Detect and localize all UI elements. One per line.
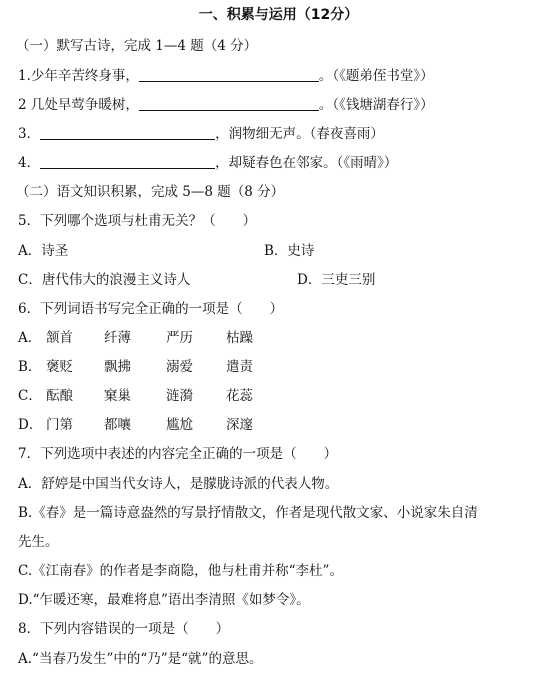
option-word: 严历 bbox=[166, 330, 193, 346]
question-8-stem: 8．下列内容错误的一项是（ ） bbox=[18, 621, 230, 637]
question-7-stem: 7．下列选项中表述的内容完全正确的一项是（ ） bbox=[18, 446, 338, 462]
option-word: 酝酿 bbox=[46, 388, 73, 404]
question-2 bbox=[18, 96, 557, 114]
question-4-number: 4． bbox=[18, 155, 41, 171]
option-word: 褒贬 bbox=[46, 359, 73, 375]
option-word: 门第 bbox=[46, 417, 73, 433]
question-8-option-a: A.“当春乃发生”中的“乃”是“就”的意思。 bbox=[18, 651, 263, 667]
question-2-blank bbox=[139, 96, 319, 111]
question-3-text: ，润物细无声。（春夜喜雨） bbox=[215, 126, 384, 142]
option-word: 枯躁 bbox=[226, 330, 253, 346]
option-label: C． bbox=[18, 388, 42, 404]
question-7-option-c: C.《江南春》的作者是李商隐，他与杜甫并称“李杜”。 bbox=[18, 563, 343, 579]
question-5-stem: 5．下列哪个选项与杜甫无关？（ ） bbox=[18, 213, 257, 229]
question-5-option-a: A．诗圣 bbox=[18, 243, 69, 259]
question-7-option-d: D.“乍暖还寒，最难将息”语出李清照《如梦令》。 bbox=[18, 592, 310, 608]
option-word: 纤薄 bbox=[104, 330, 131, 346]
section2-heading: （二）语文知识积累，完成 5—8 题（8 分） bbox=[16, 184, 285, 200]
question-5-option-c: C．唐代伟大的浪漫主义诗人 bbox=[18, 272, 191, 288]
question-4 bbox=[18, 154, 557, 172]
option-word: 都嚷 bbox=[104, 417, 131, 433]
section-title: 一、积累与运用（12分） bbox=[198, 7, 359, 23]
option-label: D． bbox=[18, 417, 43, 433]
option-word: 遣责 bbox=[226, 359, 253, 375]
question-3-blank bbox=[40, 125, 215, 140]
question-7-option-b: B.《春》是一篇诗意盎然的写景抒情散文，作者是现代散文家、小说家朱自清 bbox=[18, 505, 478, 521]
option-word: 尴尬 bbox=[166, 417, 193, 433]
option-label: A． bbox=[18, 330, 42, 346]
question-4-blank bbox=[40, 154, 215, 169]
question-2-text: 2 几处早莺争暖树， bbox=[18, 97, 139, 113]
question-7-option-a: A．舒婷是中国当代女诗人，是朦胧诗派的代表人物。 bbox=[18, 476, 339, 492]
question-5-option-d: D．三吏三别 bbox=[297, 272, 376, 288]
question-1-blank bbox=[139, 67, 319, 82]
question-7-option-b-continued: 先生。 bbox=[18, 534, 59, 550]
option-word: 花蕊 bbox=[226, 388, 253, 404]
option-word: 窠巢 bbox=[104, 388, 131, 404]
question-1-text: 1.少年辛苦终身事， bbox=[18, 68, 139, 84]
question-6-stem: 6．下列词语书写完全正确的一项是（ ） bbox=[18, 301, 284, 317]
question-4-text: ，却疑春色在邻家。（《雨晴》） bbox=[215, 155, 398, 171]
option-label: B. bbox=[18, 359, 33, 375]
question-3 bbox=[18, 125, 557, 143]
section1-heading: （一）默写古诗，完成 1—4 题（4 分） bbox=[16, 38, 258, 54]
option-word: 飘拂 bbox=[104, 359, 131, 375]
question-1-source: 。（《题弟侄书堂》） bbox=[318, 68, 434, 84]
question-5-option-b: B．史诗 bbox=[264, 243, 315, 259]
question-2-source: 。（《钱塘湖春行》） bbox=[318, 97, 434, 113]
question-3-number: 3． bbox=[18, 126, 41, 142]
question-1 bbox=[18, 67, 557, 85]
option-word: 颔首 bbox=[46, 330, 73, 346]
option-word: 涟漪 bbox=[166, 388, 193, 404]
option-word: 深邃 bbox=[226, 417, 253, 433]
option-word: 溺爱 bbox=[166, 359, 193, 375]
